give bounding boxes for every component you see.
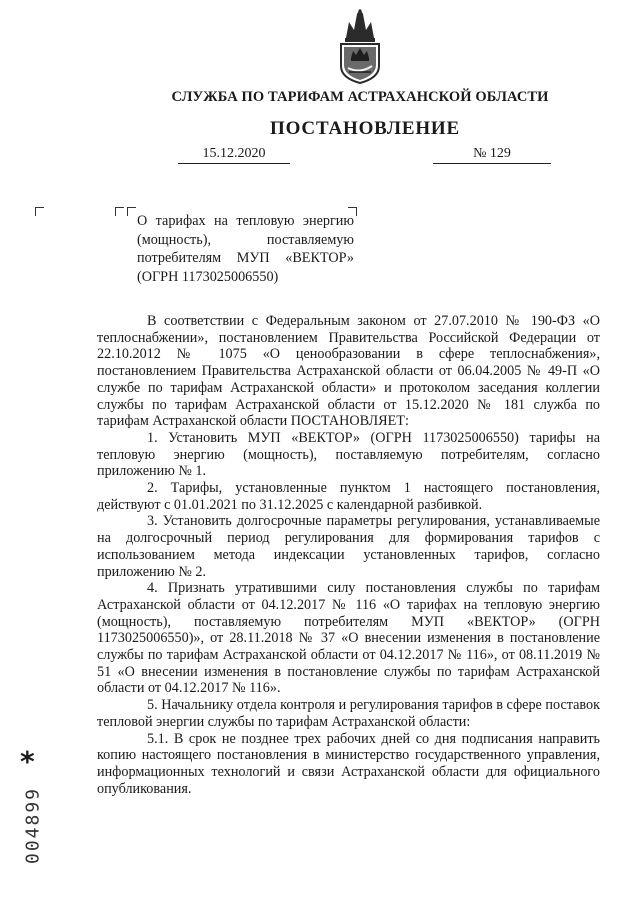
subject-line: (ОГРН 1173025006550)	[137, 268, 279, 285]
corner-mark-icon	[127, 207, 136, 216]
stamp-asterisk: *	[20, 745, 35, 778]
corner-mark-left-icon	[35, 207, 44, 216]
clause-5-1: 5.1. В срок не позднее трех рабочих дней со дня подписания направить копию настоящего постановления в министерство государственного управления, информационных технологий и связи Астраханской области для официального опубликования.	[97, 730, 600, 797]
document-subject	[137, 212, 354, 286]
organization-name: СЛУЖБА ПО ТАРИФАМ АСТРАХАНСКОЙ ОБЛАСТИ	[171, 89, 549, 105]
stamp-code: 004899	[22, 786, 44, 865]
clause-3: 3. Установить долгосрочные параметры регулирования, устанавливаемые на долгосрочный период регулирования для формирования тарифов с использованием метода индексации установленных тарифов, согласно приложению № 2.	[97, 513, 600, 580]
document-type-title: ПОСТАНОВЛЕНИЕ	[270, 118, 460, 139]
registration-stamp	[16, 745, 50, 865]
coat-of-arms-icon	[337, 8, 383, 84]
subject-line: О тарифах на тепловую энергию	[137, 213, 354, 229]
corner-mark-icon	[115, 207, 124, 216]
preamble-paragraph: В соответствии с Федеральным законом от 27.07.2010 № 190-ФЗ «О теплоснабжении», постановлением Правительства Российской Федерации от 22.10.2012 № 1075 «О ценообразовании в сфере теплоснабжения», постановлением Правительства Астраханской области от 06.04.2005 № 49-П «О службе по тарифам Астраханской области» и протоколом заседания коллегии службы по тарифам Астраханской области от 15.12.2020 № 181 служба по тарифам Астраханской области ПОСТАНОВЛЯЕТ:	[97, 313, 600, 430]
clause-2: 2. Тарифы, установленные пунктом 1 настоящего постановления, действуют с 01.01.2021 по 31.12.2025 с календарной разбивкой.	[97, 480, 600, 513]
clause-4: 4. Признать утратившими силу постановления службы по тарифам Астраханской области от 04.12.2017 № 116 «О тарифах на тепловую энергию (мощность), поставляемую потребителям МУП «ВЕКТОР» (ОГРН 1173025006550)», от 28.11.2018 № 37 «О внесении изменения в постановление службы по тарифам Астраханской области от 04.12.2017 № 116», от 08.11.2019 № 51 «О внесении изменения в постановление службы по тарифам Астраханской области от 04.12.2017 № 116».	[97, 580, 600, 697]
subject-line: потребителям МУП «ВЕКТОР»	[137, 250, 354, 267]
document-body	[97, 313, 600, 797]
document-date: 15.12.2020	[178, 146, 290, 164]
clause-1: 1. Установить МУП «ВЕКТОР» (ОГРН 1173025006550) тарифы на тепловую энергию (мощность), поставляемую потребителям, согласно приложению № 1.	[97, 429, 600, 480]
subject-line: (мощность), поставляемую	[137, 231, 354, 248]
document-number: № 129	[433, 146, 551, 164]
clause-5: 5. Начальнику отдела контроля и регулирования тарифов в сфере поставок тепловой энергии службы по тарифам Астраханской области:	[97, 697, 600, 730]
